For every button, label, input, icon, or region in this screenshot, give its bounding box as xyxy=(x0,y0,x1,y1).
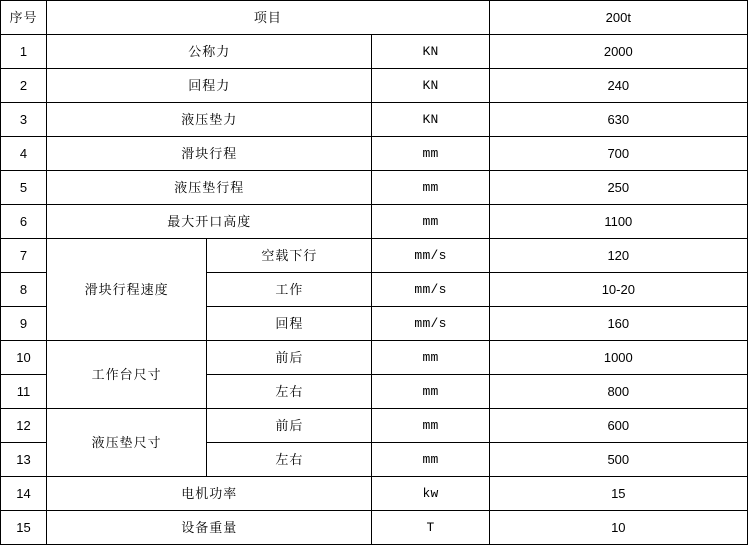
table-row xyxy=(1,103,748,137)
row-item: 前后 xyxy=(207,341,372,375)
row-value: 2000 xyxy=(489,35,747,69)
row-unit: KN xyxy=(372,35,489,69)
row-no: 13 xyxy=(1,443,47,477)
row-value: 500 xyxy=(489,443,747,477)
row-no: 1 xyxy=(1,35,47,69)
row-unit: mm/s xyxy=(372,273,489,307)
row-unit: mm xyxy=(372,171,489,205)
header-no: 序号 xyxy=(1,1,47,35)
row-no: 5 xyxy=(1,171,47,205)
row-group-label: 工作台尺寸 xyxy=(47,341,207,409)
row-item: 工作 xyxy=(207,273,372,307)
header-model: 200t xyxy=(489,1,747,35)
table-row xyxy=(1,171,748,205)
table-row xyxy=(1,137,748,171)
table-row xyxy=(1,511,748,545)
row-unit: KN xyxy=(372,69,489,103)
row-item: 液压垫力 xyxy=(47,103,372,137)
row-item: 电机功率 xyxy=(47,477,372,511)
header-item: 项目 xyxy=(47,1,490,35)
row-value: 10 xyxy=(489,511,747,545)
row-unit: T xyxy=(372,511,489,545)
table-header-row xyxy=(1,1,748,35)
row-value: 240 xyxy=(489,69,747,103)
row-item: 最大开口高度 xyxy=(47,205,372,239)
row-no: 8 xyxy=(1,273,47,307)
row-unit: KN xyxy=(372,103,489,137)
row-unit: mm/s xyxy=(372,307,489,341)
row-value: 250 xyxy=(489,171,747,205)
row-no: 14 xyxy=(1,477,47,511)
row-item: 左右 xyxy=(207,375,372,409)
table-row xyxy=(1,477,748,511)
table-row xyxy=(1,69,748,103)
row-value: 15 xyxy=(489,477,747,511)
row-no: 11 xyxy=(1,375,47,409)
table-row xyxy=(1,205,748,239)
row-unit: mm xyxy=(372,137,489,171)
row-item: 空载下行 xyxy=(207,239,372,273)
row-unit: mm xyxy=(372,409,489,443)
row-no: 4 xyxy=(1,137,47,171)
row-value: 1100 xyxy=(489,205,747,239)
row-unit: kw xyxy=(372,477,489,511)
row-value: 10-20 xyxy=(489,273,747,307)
table-row xyxy=(1,239,748,273)
table-row xyxy=(1,409,748,443)
row-no: 15 xyxy=(1,511,47,545)
row-no: 6 xyxy=(1,205,47,239)
row-value: 1000 xyxy=(489,341,747,375)
row-no: 10 xyxy=(1,341,47,375)
row-value: 700 xyxy=(489,137,747,171)
row-value: 160 xyxy=(489,307,747,341)
row-unit: mm xyxy=(372,341,489,375)
row-item: 回程 xyxy=(207,307,372,341)
row-unit: mm xyxy=(372,205,489,239)
table-row xyxy=(1,341,748,375)
row-value: 120 xyxy=(489,239,747,273)
row-value: 800 xyxy=(489,375,747,409)
row-no: 3 xyxy=(1,103,47,137)
row-item: 前后 xyxy=(207,409,372,443)
row-item: 液压垫行程 xyxy=(47,171,372,205)
row-unit: mm xyxy=(372,375,489,409)
row-no: 12 xyxy=(1,409,47,443)
row-no: 9 xyxy=(1,307,47,341)
row-unit: mm xyxy=(372,443,489,477)
row-unit: mm/s xyxy=(372,239,489,273)
row-item: 左右 xyxy=(207,443,372,477)
row-group-label: 液压垫尺寸 xyxy=(47,409,207,477)
row-group-label: 滑块行程速度 xyxy=(47,239,207,341)
row-value: 600 xyxy=(489,409,747,443)
row-value: 630 xyxy=(489,103,747,137)
row-item: 设备重量 xyxy=(47,511,372,545)
row-no: 7 xyxy=(1,239,47,273)
table-body xyxy=(1,1,748,545)
row-item: 滑块行程 xyxy=(47,137,372,171)
row-no: 2 xyxy=(1,69,47,103)
row-item: 公称力 xyxy=(47,35,372,69)
row-item: 回程力 xyxy=(47,69,372,103)
table-row xyxy=(1,35,748,69)
